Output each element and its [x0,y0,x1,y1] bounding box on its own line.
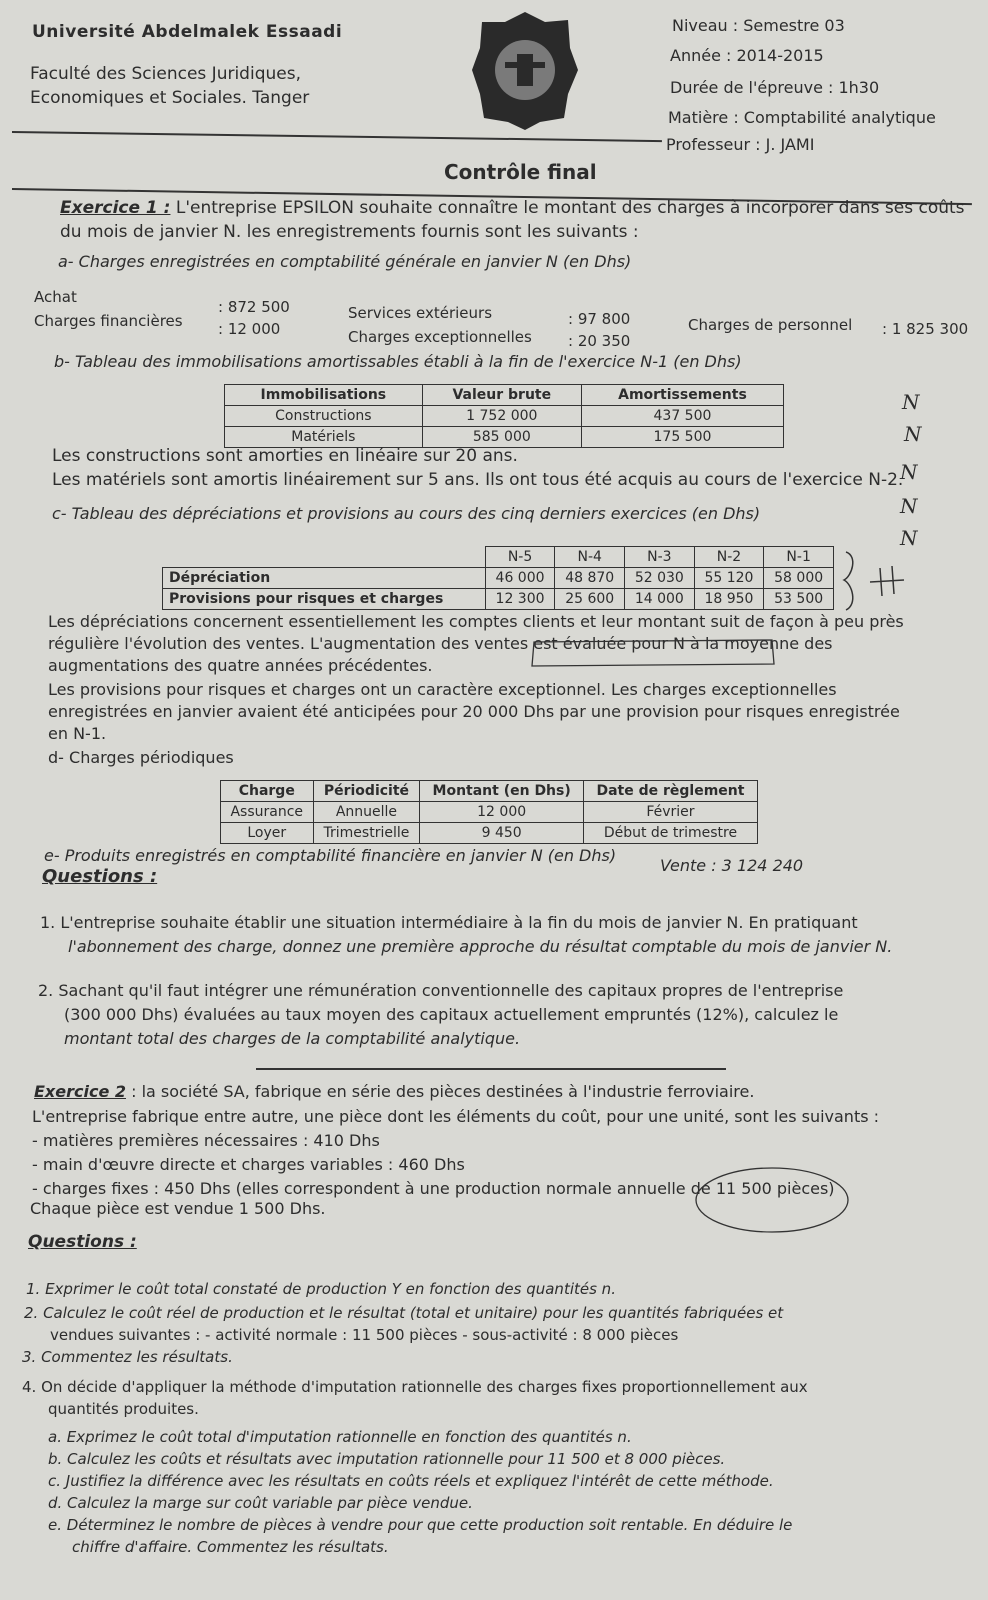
ex1-q2-line3: montant total des charges de la comptabilité analytique. [64,1029,521,1048]
ex2-item-2: - main d'œuvre directe et charges variables : 460 Dhs [32,1155,465,1174]
margin-note: N [900,460,918,484]
row-label: Provisions pour risques et charges [163,589,486,610]
table-cell: 175 500 [581,427,783,448]
serv-value: : 97 800 [568,310,631,328]
ex1-a-title: a- Charges enregistrées en comptabilité générale en janvier N (en Dhs) [58,252,632,271]
ex1-c-para4: Les provisions pour risques et charges ont un caractère exceptionnel. Les charges exceptionnelles [48,680,837,699]
ex1-q1-line1: 1. L'entreprise souhaite établir une situation intermédiaire à la fin du mois de janvier N. En pratiquant [40,913,858,932]
section-divider [256,1068,726,1070]
table-cell: 46 000 [485,568,555,589]
pen-brace-annotation [840,546,910,616]
ex2-q4-line1: 4. On décide d'appliquer la méthode d'imputation rationnelle des charges fixes proportionnellement aux [22,1378,808,1396]
ex2-questions-heading: Questions : [28,1232,137,1252]
ex1-b-title: b- Tableau des immobilisations amortissables établi à la fin de l'exercice N-1 (en Dhs) [54,352,742,371]
ex2-q4-line2: quantités produites. [48,1400,199,1418]
dep-header-cell: N-2 [694,547,764,568]
table-cell: 53 500 [764,589,834,610]
ex2-q4d: d. Calculez la marge sur coût variable par pièce vendue. [48,1494,473,1512]
table-cell: Constructions [225,406,423,427]
dep-header-cell: N-5 [485,547,555,568]
fin-label: Charges financières [34,312,183,330]
immo-table [224,384,784,448]
ex2-q1: 1. Exprimer le coût total constaté de production Y en fonction des quantités n. [26,1280,616,1298]
ex2-item-3: - charges fixes : 450 Dhs (elles correspondent à une production normale annuelle de 11 500 pièces) [32,1179,835,1198]
pers-label: Charges de personnel [688,316,853,334]
table-row [225,406,784,427]
ex2-q4e-line1: e. Déterminez le nombre de pièces à vendre pour que cette production soit rentable. En déduire le [48,1516,793,1534]
table-cell: 14 000 [625,589,695,610]
niveau-text: Niveau : Semestre 03 [672,16,845,35]
table-cell: Début de trimestre [583,823,757,844]
table-cell: Assurance [221,802,314,823]
exc-value: : 20 350 [568,332,631,350]
table-cell: 12 300 [485,589,555,610]
annee-text: Année : 2014-2015 [670,46,824,65]
margin-note: N [902,390,920,414]
ex1-c-para1: Les dépréciations concernent essentiellement les comptes clients et leur montant suit de façon à peu près [48,612,904,631]
table-cell: 52 030 [625,568,695,589]
table-cell: 437 500 [581,406,783,427]
table-cell: 55 120 [694,568,764,589]
margin-note: N [900,494,918,518]
ex2-intro-line2: L'entreprise fabrique entre autre, une pièce dont les éléments du coût, pour une unité, sont les suivants : [32,1107,880,1126]
university-seal-icon [470,8,580,133]
periodic-charges-table [220,780,758,844]
achat-value: : 872 500 [218,298,290,316]
ex1-c-para5: enregistrées en janvier avaient été anticipées pour 20 000 Dhs par une provision pour risques enregistrée [48,702,900,721]
margin-note: N [904,422,922,446]
row-label: Dépréciation [163,568,486,589]
exam-title: Contrôle final [444,160,597,184]
table-row [163,589,834,610]
university-name: Université Abdelmalek Essaadi [32,22,343,42]
professeur-text: Professeur : J. JAMI [666,135,815,154]
dep-header-cell: N-1 [764,547,834,568]
table-cell: 9 450 [420,823,584,844]
ex1-intro-line1: Exercice 1 : L'entreprise EPSILON souhaite connaître le montant des charges à incorporer dans ses coûts [60,198,965,218]
ex2-q4c: c. Justifiez la différence avec les résultats en coûts réels et expliquez l'intérêt de cette méthode. [48,1472,774,1490]
ex2-heading: Exercice 2 [34,1082,126,1101]
dep-header-cell: N-3 [625,547,695,568]
ex2-intro-line1: Exercice 2 : la société SA, fabrique en série des pièces destinées à l'industrie ferroviaire. [34,1082,755,1101]
faculty-line-1: Faculté des Sciences Juridiques, [30,64,301,84]
per-header-cell: Périodicité [313,781,420,802]
table-cell: Loyer [221,823,314,844]
ex2-q2-line1: 2. Calculez le coût réel de production et le résultat (total et unitaire) pour les quantités fabriquées et [24,1304,784,1322]
table-row [163,568,834,589]
ex1-d-title: d- Charges périodiques [48,748,234,767]
table-cell: Trimestrielle [313,823,420,844]
ex1-b-note1: Les constructions sont amorties en linéaire sur 20 ans. [52,446,518,466]
ex1-c-para3: augmentations des quatre années précédentes. [48,656,433,675]
per-header-cell: Date de règlement [583,781,757,802]
duree-text: Durée de l'épreuve : 1h30 [670,78,880,97]
ex1-c-para2: régulière l'évolution des ventes. L'augmentation des ventes est évaluée pour N à la moyenne des [48,634,833,653]
ex1-questions-heading: Questions : [42,866,158,887]
table-row [221,802,758,823]
pen-ellipse-annotation [692,1162,852,1242]
ex2-q3: 3. Commentez les résultats. [22,1348,233,1366]
table-row [163,547,834,568]
table-cell: 12 000 [420,802,584,823]
ex1-c-title: c- Tableau des dépréciations et provisions au cours des cinq derniers exercices (en Dhs) [52,504,761,523]
table-cell: 58 000 [764,568,834,589]
fin-value: : 12 000 [218,320,281,338]
table-row [225,385,784,406]
ex2-item-4: Chaque pièce est vendue 1 500 Dhs. [30,1199,326,1218]
ex2-q4b: b. Calculez les coûts et résultats avec imputation rationnelle pour 11 500 et 8 000 pièces. [48,1450,726,1468]
table-cell: 1 752 000 [422,406,581,427]
ex1-heading: Exercice 1 : [60,198,171,218]
table-row [221,823,758,844]
per-header-cell: Montant (en Dhs) [420,781,584,802]
depreciation-table [162,546,834,610]
serv-label: Services extérieurs [348,304,493,322]
ex2-q2-line2: vendues suivantes : - activité normale : 11 500 pièces - sous-activité : 8 000 pièces [50,1326,679,1344]
immo-header-cell: Valeur brute [422,385,581,406]
table-cell: 25 600 [555,589,625,610]
table-cell [163,547,486,568]
ex1-c-para6: en N-1. [48,724,107,743]
pen-box-annotation [520,636,780,670]
table-row [225,427,784,448]
table-cell: 18 950 [694,589,764,610]
immo-header-cell: Amortissements [581,385,783,406]
margin-note: N [900,526,918,550]
ex2-q4e-line2: chiffre d'affaire. Commentez les résultats. [72,1538,389,1556]
table-cell: 585 000 [422,427,581,448]
ex1-q2-line1: 2. Sachant qu'il faut intégrer une rémunération conventionnelle des capitaux propres de l'entreprise [38,981,844,1000]
exc-label: Charges exceptionnelles [348,328,532,346]
table-row [221,781,758,802]
ex1-b-note2: Les matériels sont amortis linéairement sur 5 ans. Ils ont tous été acquis au cours de l'exercice N-2. [52,470,904,490]
ex1-e-vente: Vente : 3 124 240 [660,856,804,875]
ex1-q1-line2: l'abonnement des charge, donnez une première approche du résultat comptable du mois de janvier N. [68,937,893,956]
dep-header-cell: N-4 [555,547,625,568]
ex1-q2-line2: (300 000 Dhs) évaluées au taux moyen des capitaux actuellement empruntés (12%), calculez le [64,1005,839,1024]
immo-header-cell: Immobilisations [225,385,423,406]
table-cell: Matériels [225,427,423,448]
pers-value: : 1 825 300 [882,320,969,338]
table-cell: Annuelle [313,802,420,823]
ex1-e-title: e- Produits enregistrés en comptabilité financière en janvier N (en Dhs) [44,846,617,865]
ex1-intro-line2: du mois de janvier N. les enregistrements fournis sont les suivants : [60,222,639,242]
ex2-q4a: a. Exprimez le coût total d'imputation rationnelle en fonction des quantités n. [48,1428,632,1446]
faculty-line-2: Economiques et Sociales. Tanger [30,88,310,108]
table-cell: Février [583,802,757,823]
achat-label: Achat [34,288,77,306]
table-cell: 48 870 [555,568,625,589]
matiere-text: Matière : Comptabilité analytique [668,108,936,127]
per-header-cell: Charge [221,781,314,802]
ex2-item-1: - matières premières nécessaires : 410 Dhs [32,1131,380,1150]
